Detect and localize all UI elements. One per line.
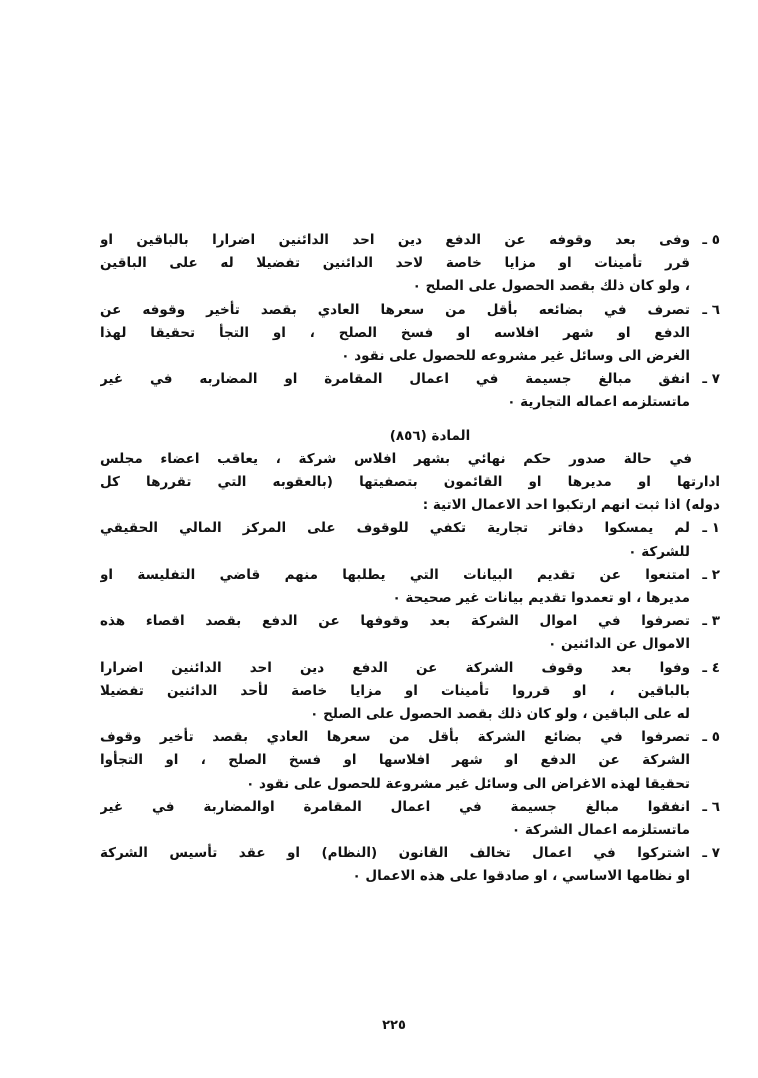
item-line: انفق مبالغ جسيمة في اعمال المقامرة او المضاربه في غير: [100, 371, 690, 388]
item-line: بالباقين ، او قرروا تأمينات او مزايا خاصة لأحد الدائنين تفضيلا: [100, 682, 690, 699]
item-number: ٦ ـ: [702, 798, 720, 815]
paragraph-line: في حالة صدور حكم نهائي بشهر افلاس شركة ، يعاقب اعضاء مجلس: [100, 450, 692, 467]
item-line: ماتستلزمه اعماله التجارية ٠: [507, 394, 690, 411]
item-line: انفقوا مبالغ جسيمة في اعمال المقامرة اوالمضاربة في غير: [100, 798, 690, 815]
bottom-list: [100, 517, 720, 888]
item-line: لم يمسكوا دفاتر تجارية تكفي للوقوف على المركز المالي الحقيقي: [100, 520, 690, 537]
item-number: ١ ـ: [702, 520, 720, 537]
item-line: تحقيقا لهذه الاغراض الى وسائل غير مشروعة للحصول على نقود ٠: [246, 775, 690, 792]
list-item: [100, 657, 720, 727]
item-line: ، ولو كان ذلك بقصد الحصول على الصلح ٠: [412, 278, 690, 295]
item-line: وفوا بعد وقوف الشركة عن الدفع دين احد الدائنين اضرارا: [100, 659, 690, 676]
item-number: ٤ ـ: [702, 659, 720, 676]
paragraph-line: دوله) اذا ثبت انهم ارتكبوا احد الاعمال الاتية :: [422, 497, 720, 514]
item-line: وفى بعد وقوفه عن الدفع دين احد الدائنين اضرارا بالباقين او: [100, 232, 690, 248]
article-heading: المادة (٨٥٦): [389, 427, 471, 444]
top-list: [100, 229, 720, 415]
list-item: [100, 299, 720, 369]
item-number: ٣ ـ: [702, 613, 720, 630]
document-body: [100, 229, 720, 889]
item-line: تصرفوا في بضائع الشركة بأقل من سعرها العادي بقصد تأخير وقوف: [100, 729, 690, 746]
item-line: مديرها ، او تعمدوا تقديم بيانات غير صحيحة ٠: [392, 590, 690, 607]
page-number: ٢٢٥: [382, 1018, 406, 1033]
list-item: [100, 842, 720, 888]
list-item: [100, 517, 720, 563]
item-line: له على الباقين ، ولو كان ذلك بقصد الحصول على الصلح ٠: [310, 706, 690, 723]
item-line: اشتركوا في اعمال تخالف القانون (النظام) او عقد تأسيس الشركة: [100, 845, 690, 862]
list-item: [100, 610, 720, 656]
item-line: للشركة ٠: [628, 543, 690, 560]
list-item: [100, 368, 720, 414]
item-line: او نظامها الاساسي ، او صادقوا على هذه الاعمال ٠: [352, 868, 690, 885]
paragraph-line: ادارتها او مديرها او القائمون بتصفيتها (بالعقوبه التي تقررها كل: [100, 474, 720, 491]
item-number: ٢ ـ: [702, 566, 720, 583]
item-line: قرر تأمينات او مزايا خاصة لاحد الدائنين تفضيلا له على الباقين: [100, 255, 690, 272]
item-line: امتنعوا عن تقديم البيانات التي يطلبها منهم قاضي التفليسة او: [100, 566, 690, 583]
article-paragraph: [100, 448, 720, 518]
item-line: تصرف في بضائعه بأقل من سعرها العادي بقصد تأخير وقوفه عن: [100, 301, 690, 318]
item-number: ٥ ـ: [702, 232, 720, 248]
item-line: الدفع او شهر افلاسه او فسخ الصلح ، او التجأ تحقيقا لهذا: [100, 324, 690, 341]
item-line: الاموال عن الدائنين ٠: [548, 636, 690, 653]
item-line: الشركة عن الدفع او شهر افلاسها او فسخ الصلح ، او التجأوا: [100, 752, 690, 769]
item-line: ماتستلزمه اعمال الشركة ٠: [511, 822, 690, 839]
list-item: [100, 564, 720, 610]
item-number: ٦ ـ: [702, 301, 720, 318]
list-item: [100, 726, 720, 796]
item-number: ٧ ـ: [702, 845, 720, 862]
list-item: [100, 796, 720, 842]
item-number: ٧ ـ: [702, 371, 720, 388]
list-item: [100, 229, 720, 299]
item-line: تصرفوا في اموال الشركة بعد وقوفها عن الدفع بقصد اقصاء هذه: [100, 613, 690, 630]
item-line: الغرض الى وسائل غير مشروعه للحصول على نقود ٠: [341, 348, 690, 365]
item-number: ٥ ـ: [702, 729, 720, 746]
